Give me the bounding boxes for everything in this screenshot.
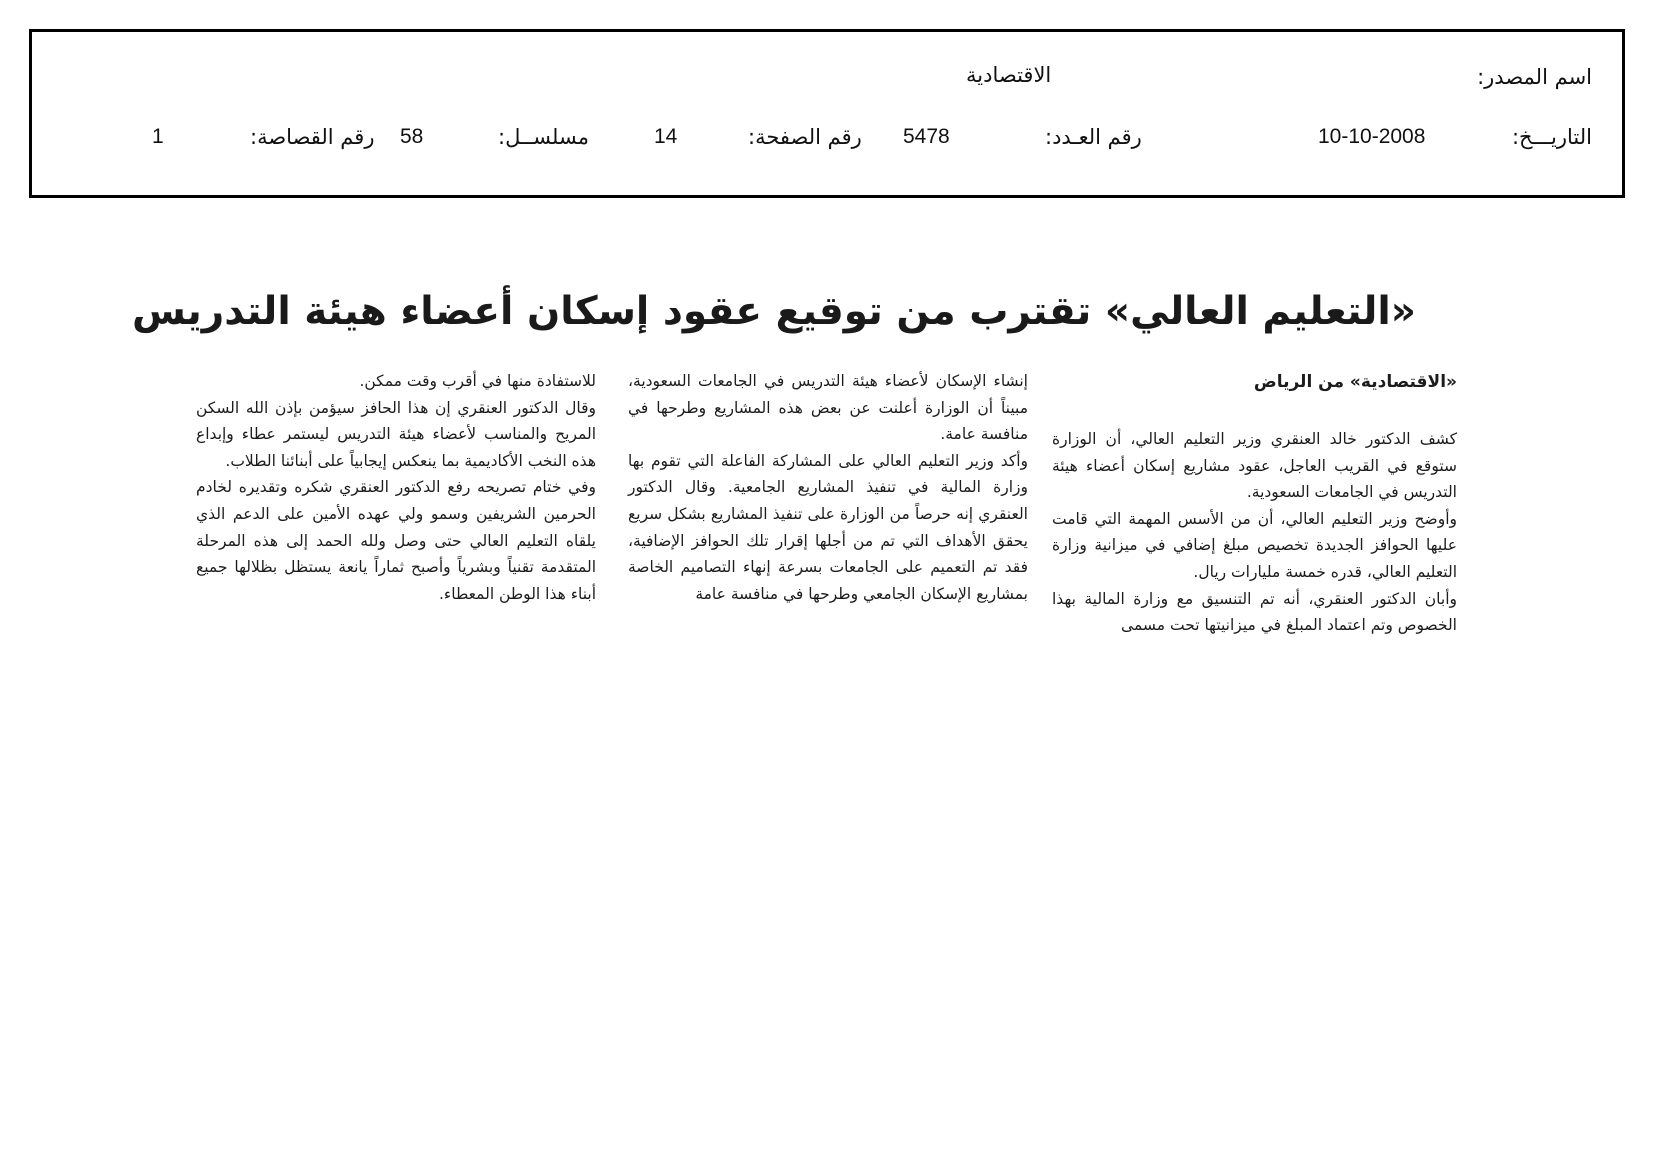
article-paragraph: وفي ختام تصريحه رفع الدكتور العنقري شكره وتقديره لخادم الحرمين الشريفين وسمو ولي عهده الأمين على الدعم الذي يلقاه التعليم العالي حتى وصل ولله الحمد إلى هذه المرحلة المتقدمة تقنياً وبشرياً وأصبح ثماراً يانعة يستظل بظلالها جميع أبناء هذا الوطن المعطاء. xyxy=(196,478,596,603)
issue-label: رقم العـدد: xyxy=(1045,125,1142,149)
serial-value: 58 xyxy=(400,125,424,148)
clipping-header-box xyxy=(29,29,1625,198)
clip-value: 1 xyxy=(152,125,164,148)
article-column-middle xyxy=(628,368,1028,607)
article-paragraph: وأكد وزير التعليم العالي على المشاركة الفاعلة التي تقوم بها وزارة المالية في تنفيذ المشاريع الجامعية. وقال الدكتور العنقري إنه حرصاً من الوزارة على تنفيذ المشاريع بشكل سريع يحقق الأهداف التي تم من أجلها إقرار تلك الحوافز الإضافية، فقد تم التعميم على الجامعات بسرعة إنهاء التصاميم الخاصة بمشاريع الإسكان الجامعي وطرحها في منافسة عامة xyxy=(628,451,1028,603)
article-column-left xyxy=(196,368,596,607)
source-label: اسم المصدر: xyxy=(1477,65,1592,89)
issue-value: 5478 xyxy=(903,125,950,148)
article-byline: «الاقتصادية» من الرياض xyxy=(1253,372,1457,392)
page-value: 14 xyxy=(654,125,678,148)
article-paragraph: وقال الدكتور العنقري إن هذا الحافز سيؤمن بإذن الله السكن المريح والمناسب لأعضاء هيئة التدريس ليستمر عطاء وإبداع هذه النخب الأكاديمية بما ينعكس إيجابياً على أبنائنا الطلاب. xyxy=(196,398,596,470)
article-headline: «التعليم العالي» تقترب من توقيع عقود إسكان أعضاء هيئة التدريس xyxy=(132,289,1416,334)
article-paragraph: وأبان الدكتور العنقري، أنه تم التنسيق مع وزارة المالية بهذا الخصوص وتم اعتماد المبلغ في ميزانيتها تحت مسمى xyxy=(1052,589,1457,635)
clip-label: رقم القصاصة: xyxy=(250,125,375,149)
date-label: التاريـــخ: xyxy=(1511,125,1592,149)
date-value: 10-10-2008 xyxy=(1318,125,1426,148)
source-value: الاقتصادية xyxy=(966,63,1052,87)
article-paragraph: كشف الدكتور خالد العنقري وزير التعليم العالي، أن الوزارة ستوقع في القريب العاجل، عقود مشاريع إسكان أعضاء هيئة التدريس في الجامعات السعودية. xyxy=(1052,430,1457,502)
serial-label: مسلســل: xyxy=(498,125,589,149)
article-paragraph: إنشاء الإسكان لأعضاء هيئة التدريس في الجامعات السعودية، مبيناً أن الوزارة أعلنت عن بعض هذه المشاريع وطرحها في منافسة عامة. xyxy=(628,372,1028,444)
article-paragraph: وأوضح وزير التعليم العالي، أن من الأسس المهمة التي قامت عليها الحوافز الجديدة تخصيص مبلغ إضافي في ميزانية وزارة التعليم العالي، قدره خمسة مليارات ريال. xyxy=(1052,509,1457,581)
article-paragraph: للاستفادة منها في أقرب وقت ممكن. xyxy=(359,372,596,390)
article-column-right xyxy=(1052,368,1457,639)
page-label: رقم الصفحة: xyxy=(748,125,862,149)
